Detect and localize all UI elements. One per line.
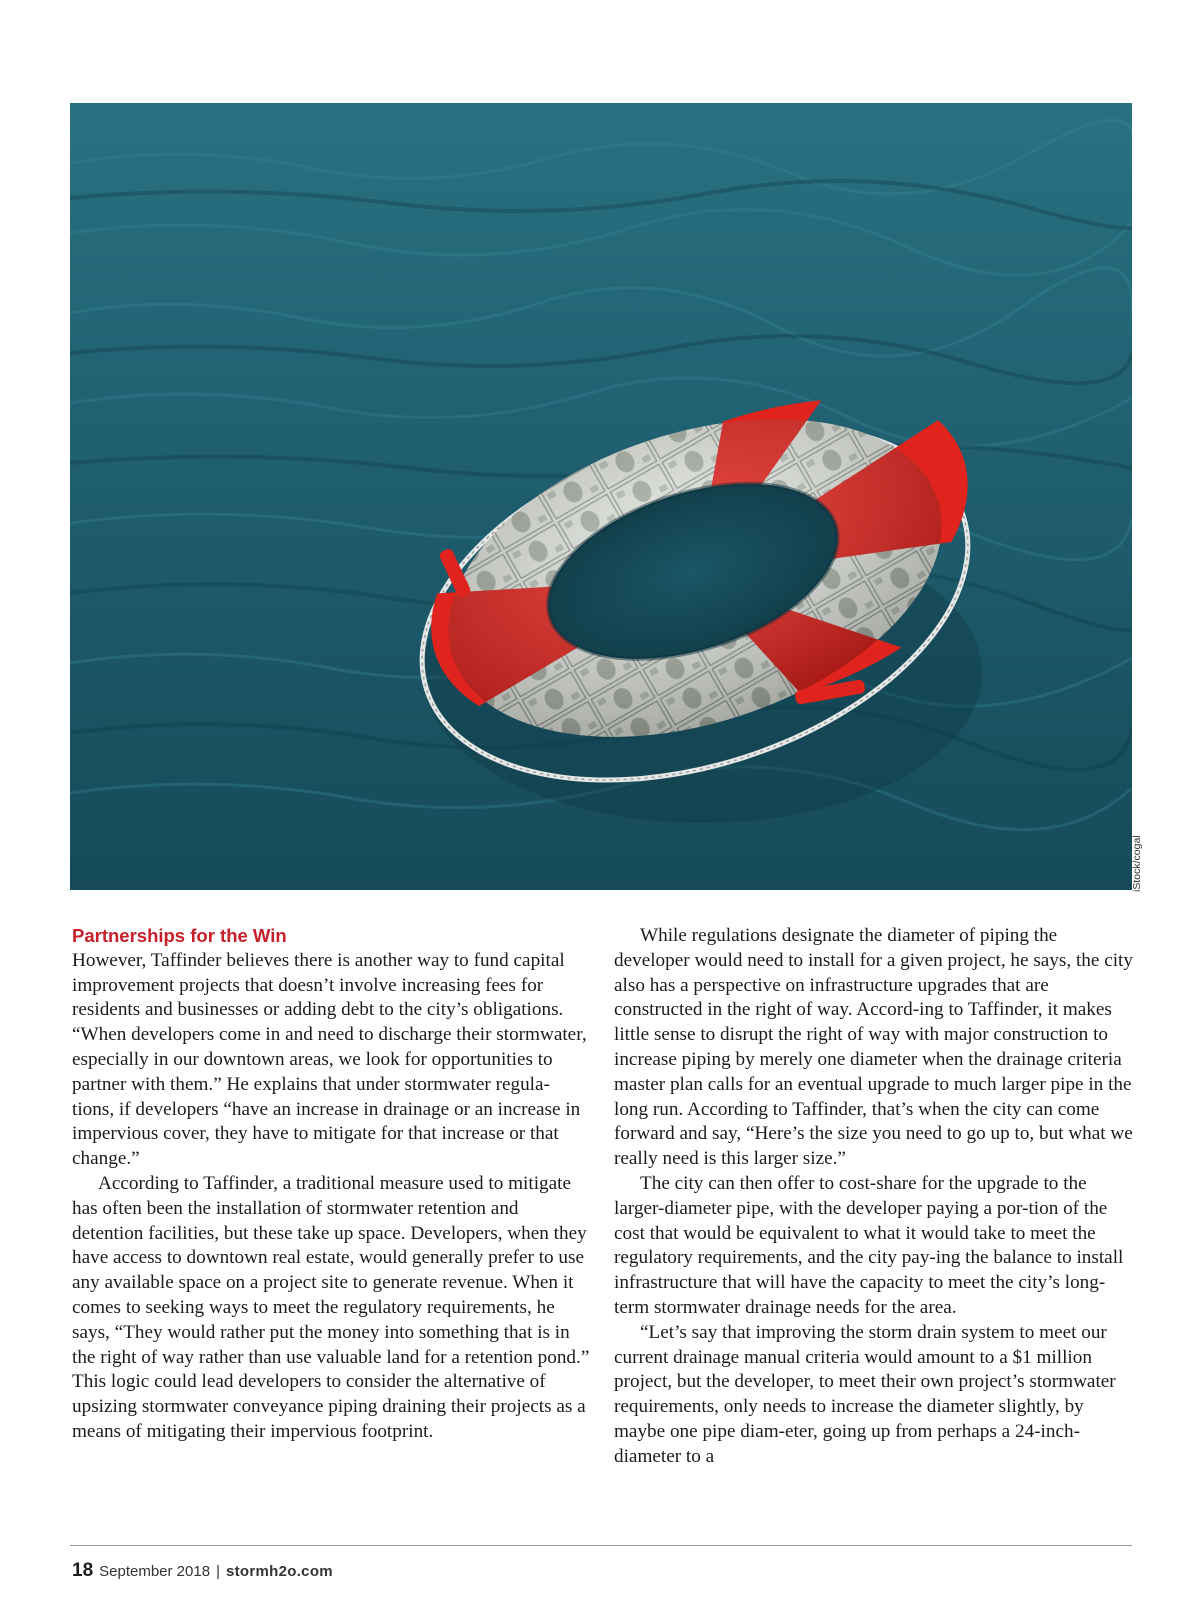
section-heading: Partnerships for the Win: [72, 925, 287, 946]
footer-divider: [70, 1545, 1132, 1546]
photo-credit: iStock/cogal: [1131, 835, 1143, 892]
lifebuoy-illustration: [70, 103, 1132, 890]
article-paragraph: According to Taffinder, a traditional measure used to mitigate has often been the installation of stormwater retention and detention facilities, but these take up space. Developers, when they have access to downtown real estate, would generally prefer to use any available space on a project site to generate revenue. When it comes to seeking ways to meet the regulatory requirements, he says, “They would rather put the money into something that is in the right of way rather than use valuable land for a retention pond.” This logic could lead developers to consider the alternative of upsizing stormwater conveyance piping draining their projects as a means of mitigating their impervious footprint.: [72, 1172, 590, 1442]
article-paragraph: However, Taffinder believes there is another way to fund capital improvement projects that doesn’t involve increasing fees for residents and businesses or adding debt to the city’s obligations. “When developers come in and need to discharge their stormwater, especially in our downtown areas, we look for opportunities to partner with them.” He explains that under stormwater regula-tions, if developers “have an increase in drainage or an increase in impervious cover, they have to mitigate for that increase or that change.”: [72, 949, 587, 1170]
article-paragraph: While regulations designate the diameter of piping the developer would need to install for a given project, he says, the city also has a perspective on infrastructure upgrades that are constructed in the right of way. Accord-ing to Taffinder, it makes little sense to disrupt the right of way with major construction to increase piping by merely one diameter when the drainage criteria master plan calls for an eventual upgrade to much larger pipe in the long run. According to Taffinder, that’s when the city can come forward and say, “Here’s the size you need to go up to, but what we really need is this larger size.”: [614, 925, 1133, 1170]
footer-separator: |: [216, 1563, 220, 1580]
lifebuoy-photo: [70, 103, 1132, 890]
article-right-column: [614, 924, 1134, 1470]
article-paragraph: The city can then offer to cost-share for the upgrade to the larger-diameter pipe, with the developer paying a por-tion of the cost that would be equivalent to what it would take to meet the regulatory requirements, and the city pay-ing the balance to install infrastructure that will have the capacity to meet the city’s long-term stormwater drainage needs for the area.: [614, 1172, 1124, 1318]
article-paragraph: “Let’s say that improving the storm drain system to meet our current drainage manual criteria would amount to a $1 million project, but the developer, to meet their own project’s stormwater requirements, only needs to increase the diameter slightly, by maybe one pipe diam-eter, going up from perhaps a 24-inch-diameter to a: [614, 1321, 1116, 1467]
website-link[interactable]: stormh2o.com: [225, 1563, 333, 1580]
page-footer: [72, 1560, 333, 1586]
issue-date: September 2018: [99, 1563, 211, 1580]
page-number: 18: [72, 1560, 94, 1581]
article-left-column: [72, 924, 592, 1445]
